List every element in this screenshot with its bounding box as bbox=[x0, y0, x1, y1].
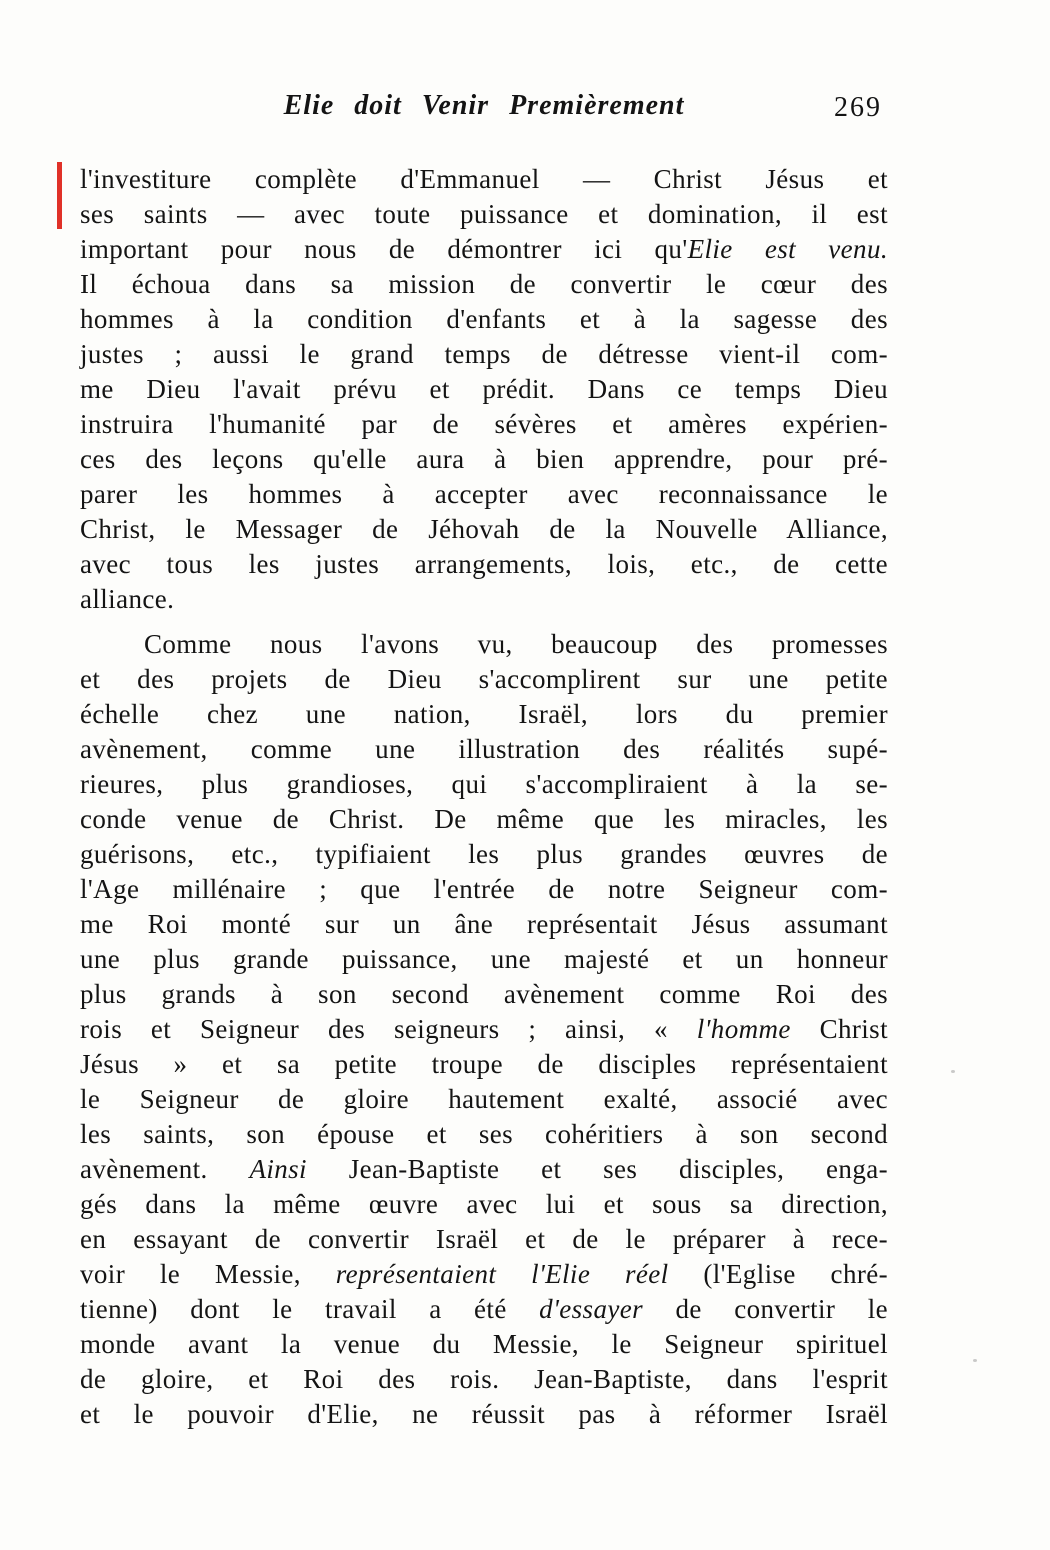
text-line bbox=[80, 1047, 888, 1082]
text-line bbox=[80, 767, 888, 802]
text-segment: avec tous les justes arrangements, lois, etc., de cette bbox=[80, 549, 888, 579]
text-line bbox=[80, 802, 888, 837]
text-line bbox=[80, 872, 888, 907]
text-segment: instruira l'humanité par de sévères et amères expérien- bbox=[80, 409, 888, 439]
running-title: Elie doit Venir Premièrement bbox=[283, 90, 685, 121]
text-segment: Jean-Baptiste et ses disciples, enga- bbox=[306, 1154, 888, 1184]
italic-text: d'essayer bbox=[539, 1294, 644, 1324]
paragraph bbox=[80, 162, 888, 617]
text-line bbox=[80, 1292, 888, 1327]
text-line bbox=[80, 1327, 888, 1362]
text-line bbox=[80, 697, 888, 732]
text-line bbox=[80, 197, 888, 232]
text-segment: tienne) dont le travail a été bbox=[80, 1294, 540, 1324]
text-line bbox=[80, 1257, 888, 1292]
text-segment: et le pouvoir d'Elie, ne réussit pas à réformer Israël bbox=[80, 1399, 888, 1429]
text-segment: me Dieu l'avait prévu et prédit. Dans ce temps Dieu bbox=[80, 374, 888, 404]
text-line bbox=[80, 662, 888, 697]
text-segment: guérisons, etc., typifiaient les plus grandes œuvres de bbox=[80, 839, 888, 869]
text-line bbox=[80, 547, 888, 582]
italic-text: Ainsi bbox=[249, 1154, 307, 1184]
text-segment: monde avant la venue du Messie, le Seigneur spirituel bbox=[80, 1329, 888, 1359]
text-segment: les saints, son épouse et ses cohéritiers à son second bbox=[80, 1119, 888, 1149]
text-segment: rieures, plus grandioses, qui s'accompliraient à la se- bbox=[80, 769, 888, 799]
text-line bbox=[80, 372, 888, 407]
text-segment: et des projets de Dieu s'accomplirent sur une petite bbox=[80, 664, 888, 694]
text-segment: Christ, le Messager de Jéhovah de la Nouvelle Alliance, bbox=[80, 514, 888, 544]
text-line bbox=[80, 232, 888, 267]
text-line bbox=[80, 162, 888, 197]
text-segment: une plus grande puissance, une majesté et un honneur bbox=[80, 944, 888, 974]
text-segment: de gloire, et Roi des rois. Jean-Baptiste, dans l'esprit bbox=[80, 1364, 888, 1394]
text-segment: ses saints — avec toute puissance et domination, il est bbox=[80, 199, 888, 229]
text-line bbox=[80, 582, 888, 617]
text-line bbox=[80, 907, 888, 942]
scan-speck bbox=[973, 1359, 977, 1362]
text-line bbox=[80, 1012, 888, 1047]
paragraph bbox=[80, 627, 888, 1432]
text-segment: hommes à la condition d'enfants et à la sagesse des bbox=[80, 304, 888, 334]
text-line bbox=[80, 302, 888, 337]
text-segment: parer les hommes à accepter avec reconnaissance le bbox=[80, 479, 888, 509]
text-segment: me Roi monté sur un âne représentait Jésus assumant bbox=[80, 909, 888, 939]
text-segment: rois et Seigneur des seigneurs ; ainsi, « bbox=[80, 1014, 697, 1044]
scan-speck bbox=[951, 1070, 955, 1073]
text-line bbox=[80, 732, 888, 767]
text-segment: Comme nous l'avons vu, beaucoup des promesses bbox=[144, 629, 888, 659]
text-segment: l'Age millénaire ; que l'entrée de notre Seigneur com- bbox=[80, 874, 888, 904]
text-segment: avènement. bbox=[80, 1154, 250, 1184]
text-segment: de convertir le bbox=[643, 1294, 888, 1324]
italic-text: Elie est venu. bbox=[687, 234, 888, 264]
text-line bbox=[80, 337, 888, 372]
text-segment: le Seigneur de gloire hautement exalté, associé avec bbox=[80, 1084, 888, 1114]
text-line bbox=[80, 942, 888, 977]
text-segment: voir le Messie, bbox=[80, 1259, 336, 1289]
text-line bbox=[80, 1082, 888, 1117]
margin-highlight bbox=[57, 162, 62, 229]
text-line bbox=[80, 442, 888, 477]
text-line bbox=[80, 1117, 888, 1152]
text-line bbox=[80, 512, 888, 547]
text-line bbox=[80, 1362, 888, 1397]
text-line bbox=[80, 1187, 888, 1222]
text-segment: Jésus » et sa petite troupe de disciples représentaient bbox=[80, 1049, 888, 1079]
text-segment: gés dans la même œuvre avec lui et sous sa direction, bbox=[80, 1189, 888, 1219]
text-line bbox=[80, 977, 888, 1012]
text-segment: important pour nous de démontrer ici qu' bbox=[80, 234, 688, 264]
text-line bbox=[80, 267, 888, 302]
text-segment: alliance. bbox=[80, 584, 175, 614]
page-number: 269 bbox=[834, 92, 882, 123]
page-header bbox=[80, 90, 888, 130]
text-line bbox=[80, 1152, 888, 1187]
text-line bbox=[80, 477, 888, 512]
text-line bbox=[80, 627, 888, 662]
body-text bbox=[80, 162, 888, 1432]
text-line bbox=[80, 1397, 888, 1432]
italic-text: représentaient l'Elie réel bbox=[335, 1259, 669, 1289]
text-line bbox=[80, 407, 888, 442]
text-segment: l'investiture complète d'Emmanuel — Christ Jésus et bbox=[80, 164, 888, 194]
text-segment: (l'Eglise chré- bbox=[668, 1259, 889, 1289]
text-segment: plus grands à son second avènement comme Roi des bbox=[80, 979, 888, 1009]
text-segment: justes ; aussi le grand temps de détresse vient-il com- bbox=[80, 339, 888, 369]
text-segment: Christ bbox=[790, 1014, 888, 1044]
text-line bbox=[80, 1222, 888, 1257]
text-segment: conde venue de Christ. De même que les miracles, les bbox=[80, 804, 888, 834]
text-segment: échelle chez une nation, Israël, lors du premier bbox=[80, 699, 888, 729]
text-segment: ces des leçons qu'elle aura à bien apprendre, pour pré- bbox=[80, 444, 888, 474]
text-segment: en essayant de convertir Israël et de le préparer à rece- bbox=[80, 1224, 888, 1254]
text-segment: avènement, comme une illustration des réalités supé- bbox=[80, 734, 888, 764]
text-line bbox=[80, 837, 888, 872]
italic-text: l'homme bbox=[696, 1014, 791, 1044]
text-segment: Il échoua dans sa mission de convertir le cœur des bbox=[80, 269, 888, 299]
